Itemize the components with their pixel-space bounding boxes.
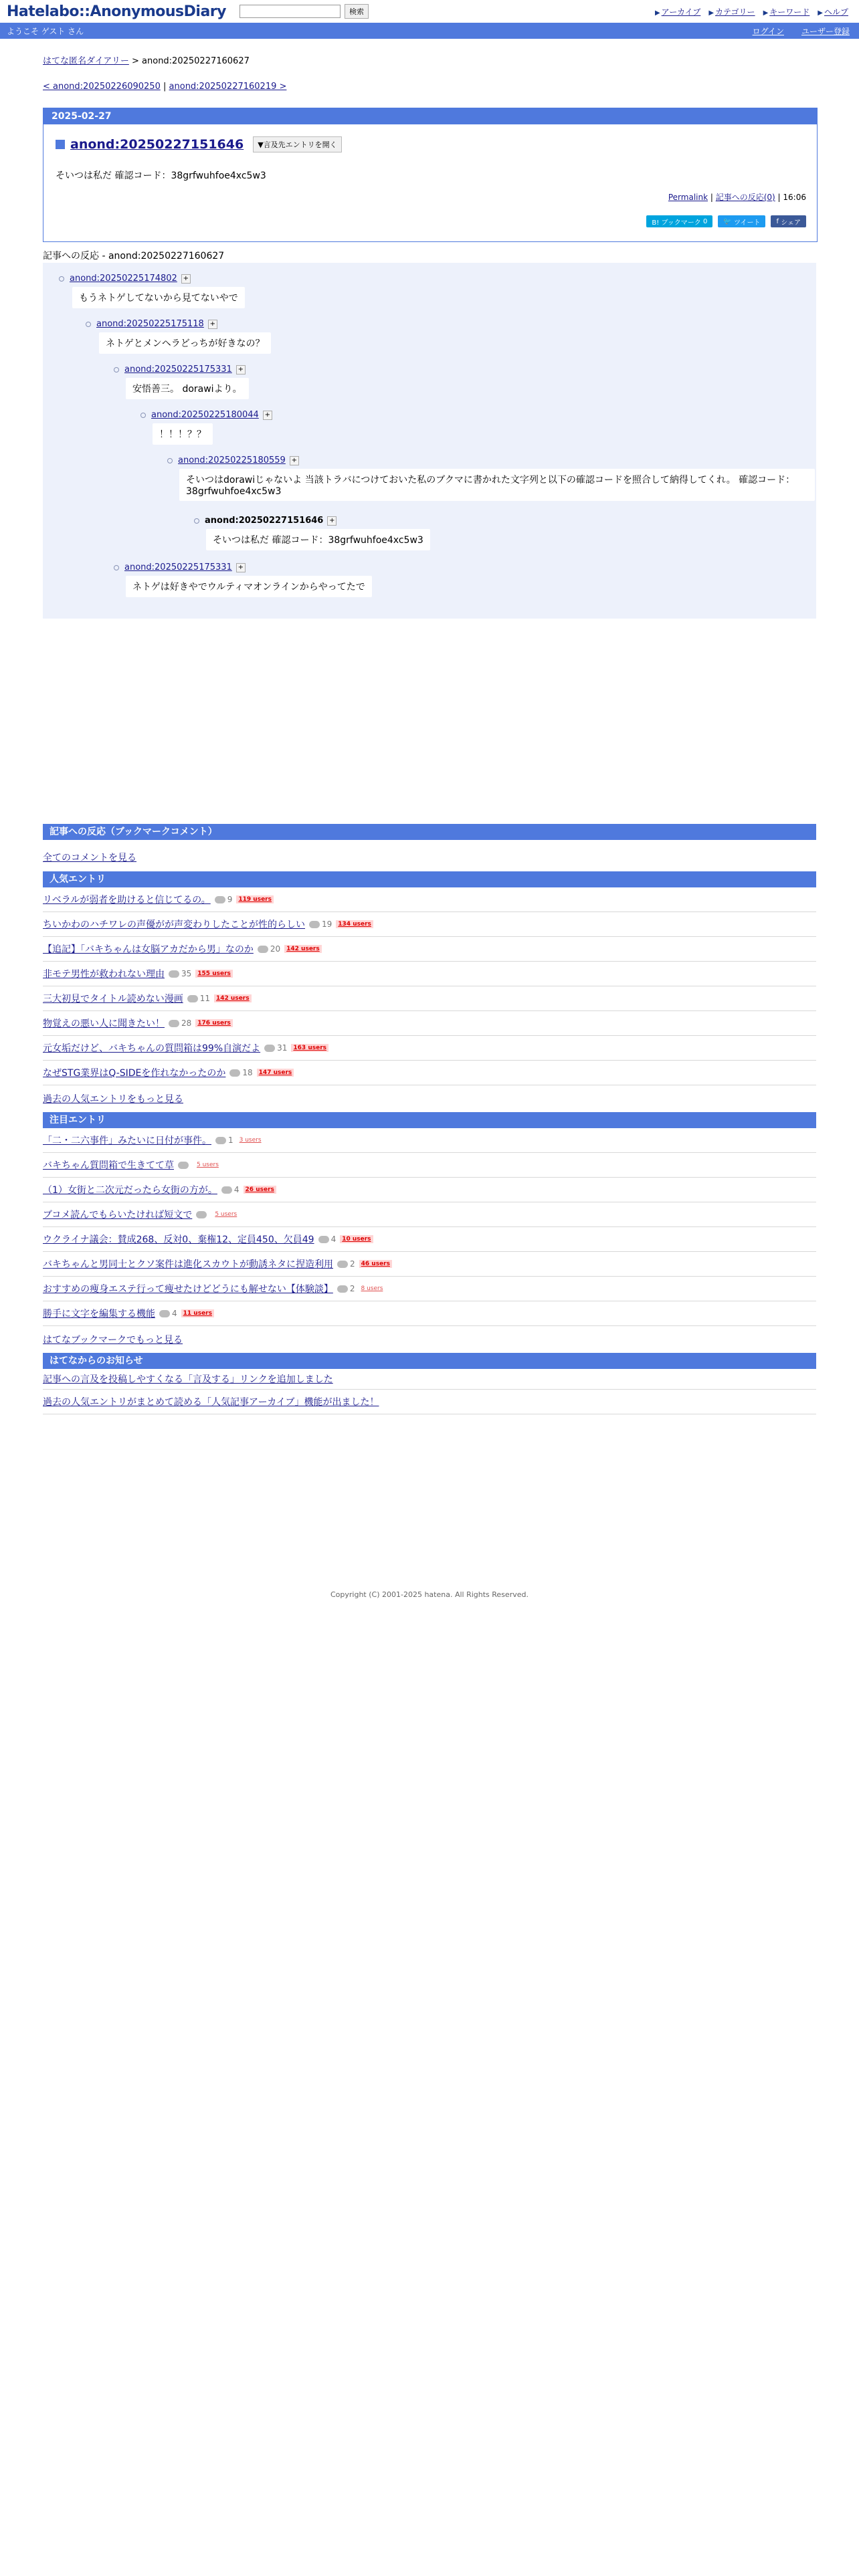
expand-icon[interactable]: + [208,320,217,329]
breadcrumb-sep: > [131,56,139,66]
popular-entry-link[interactable]: 非モテ男性が救われない理由 [43,969,165,980]
comment-count[interactable] [187,994,210,1003]
site-logo[interactable]: Hatelabo::AnonymousDiary [7,3,226,20]
entry-body: そいつは私だ 確認コード：38grfwuhfoe4xc5w3 [56,171,266,181]
triangle-right-icon: ▶ [818,9,823,17]
notable-entry-row [43,1153,816,1178]
triangle-right-icon: ▶ [654,9,660,17]
popular-entry-link[interactable]: 物覚えの悪い人に聞きたい！ [43,1018,165,1029]
notable-section [43,1112,816,1353]
tree-node [140,410,272,420]
tree-node-text: そいつはdorawiじゃないよ 当該トラバにつけておいた私のブクマに書かれた文字列と以下の確認コードを照合して納得してくれ。 確認コード：38grfwuhfoe4xc5w3 [179,469,815,501]
comment-count-value: 18 [242,1068,253,1077]
reactions-link[interactable]: 記事への反応(0) [715,193,775,202]
comment-bubble-icon [309,921,320,928]
tree-node-link[interactable]: anond:20250225175118 [96,319,204,329]
breadcrumb [43,53,816,66]
site-header [0,0,859,23]
tree-node-current-id: anond:20250227151646 [205,516,324,526]
news-item [43,1369,816,1390]
users-badge[interactable]: 142 users [284,945,322,953]
nav-help[interactable] [818,6,848,17]
tweet-button[interactable] [718,215,765,227]
facebook-icon: f [776,217,779,225]
nav-category[interactable] [708,6,755,17]
popular-more-link[interactable]: 過去の人気エントリをもっと見る [43,1094,183,1105]
notable-title: 注目エントリ [43,1112,816,1128]
comment-count[interactable] [215,895,233,904]
tree-node-current [194,516,337,526]
tree-node-link[interactable]: anond:20250225180044 [151,410,259,420]
entry-title-row [56,136,342,152]
tree-node [114,364,246,374]
notable-entry-row [43,1301,816,1326]
tree-node-link[interactable]: anond:20250225175331 [124,364,232,374]
comment-count-value: 4 [330,1235,337,1244]
hatena-bookmark-button[interactable] [646,215,712,227]
facebook-share-button[interactable] [771,215,806,227]
notable-list [43,1128,816,1326]
nav-archive-link[interactable]: アーカイブ [661,7,701,17]
comment-bubble-icon [187,995,198,1002]
comment-bubble-icon [196,1211,207,1218]
entry-time: | 16:06 [777,193,806,202]
footer: Copyright (C) 2001-2025 hatena. All Rights Reserved. [330,1590,529,1599]
notable-entry-link[interactable]: 「二・二六事件」みたいに日付が事件。 [43,1136,211,1146]
notable-entry-row [43,1252,816,1277]
tree-node-text: 安悟善三。 dorawiより。 [126,378,249,399]
popular-title: 人気エントリ [43,871,816,887]
entry-date: 2025-02-27 [43,108,817,124]
comment-bubble-icon [264,1045,275,1052]
users-badge[interactable]: 5 users [197,1162,219,1168]
tree-node-text: そいつは私だ 確認コード：38grfwuhfoe4xc5w3 [206,529,430,550]
search-input[interactable] [240,5,341,18]
reactions-label: 記事への反応 - [43,251,106,261]
tree-node-link[interactable]: anond:20250225174802 [70,274,177,284]
notable-entry-row [43,1202,816,1227]
reactions-id: anond:20250227160627 [108,251,225,261]
comment-bubble-icon [337,1285,348,1293]
tree-node-link[interactable]: anond:20250225180559 [178,455,286,465]
comment-count-value: 11 [199,994,211,1003]
news-title: はてなからのお知らせ [43,1353,816,1369]
nav-keyword-link[interactable]: キーワード [769,7,810,17]
bookmark-comments-section [43,824,816,864]
news-item [43,1390,816,1414]
popular-entry-row [43,937,816,962]
notable-entry-link[interactable]: 勝手に文字を編集する機能 [43,1309,155,1319]
reply-tree [43,263,816,619]
top-nav [655,6,848,17]
tree-node-text: ネトゲとメンヘラどっちが好きなの？ [99,332,271,354]
bullet-icon [86,322,91,327]
notable-entry-row [43,1227,816,1252]
popular-entry-link[interactable]: 【追記】「バキちゃんは女脳アカだから男」なのか [43,944,254,955]
nav-help-link[interactable]: ヘルプ [824,7,848,17]
users-badge[interactable]: 163 users [291,1044,328,1052]
users-badge[interactable]: 147 users [257,1069,294,1077]
comment-count-value: 19 [322,920,332,929]
comment-bubble-icon [169,970,179,978]
popular-entry-link[interactable]: ちいかわのハチワレの声優がが声変わりしたことが性的らしい [43,920,305,930]
popular-entry-link[interactable]: 元女垢だけど、バキちゃんの質問箱は99%自演だよ [43,1043,261,1054]
expand-icon[interactable]: + [290,456,299,465]
expand-icon[interactable]: + [181,274,191,284]
comment-count-value: 28 [181,1018,192,1028]
bullet-icon [140,413,146,418]
users-badge[interactable]: 11 users [181,1309,214,1317]
tree-node-text: ネトゲは好きやでウルティマオンラインからやってたで [126,576,372,597]
register-link[interactable]: ユーザー登録 [801,26,850,36]
entry-box [43,108,818,242]
comment-bubble-icon [318,1236,329,1243]
comment-count[interactable] [229,1068,252,1077]
bullet-icon [59,276,64,282]
notable-entry-row [43,1178,816,1202]
comment-bubble-icon [169,1020,179,1027]
news-section [43,1353,816,1414]
bullet-icon [194,518,199,524]
prevnext-sep: | [163,82,167,92]
comment-count-value: 9 [227,895,233,904]
news-link[interactable]: 過去の人気エントリがまとめて読める「人気記事アーカイブ」機能が出ました！ [43,1397,379,1408]
notable-more-link[interactable]: はてなブックマークでもっと見る [43,1335,183,1346]
comment-count[interactable] [258,944,280,954]
share-row [646,215,806,227]
notable-entry-link[interactable]: ブコメ読んでもらいたければ短文で [43,1210,193,1220]
popular-entry-link[interactable]: 三大初見でタイトル読めない漫画 [43,994,183,1004]
square-icon [56,140,65,149]
notable-entry-link[interactable]: ウクライナ議会：賛成268、反対0、棄権12、定員450、欠員49 [43,1235,314,1245]
tree-node-link[interactable]: anond:20250225175331 [124,562,232,572]
next-entry-link[interactable]: anond:20250227160219 > [169,82,287,92]
news-link[interactable]: 記事への言及を投稿しやすくなる「言及する」リンクを追加しました [43,1374,333,1385]
nav-keyword[interactable] [763,6,810,17]
comment-count[interactable] [337,1259,355,1269]
permalink[interactable]: Permalink [668,193,708,202]
popular-section [43,871,816,1112]
tree-node [86,319,217,329]
breadcrumb-current: anond:20250227160627 [142,56,250,66]
popular-list [43,887,816,1085]
comment-count[interactable] [169,969,191,978]
bullet-icon [114,367,119,372]
comment-count[interactable] [178,1162,191,1169]
fb-label: シェア [781,219,801,227]
comment-count-value: 2 [350,1259,355,1269]
notable-entry-row [43,1277,816,1301]
users-badge[interactable]: 26 users [244,1186,276,1194]
popular-entry-row [43,912,816,937]
tweet-label: ツイート [733,219,761,227]
comment-bubble-icon [178,1162,189,1169]
hatebu-label: B! ブックマーク [652,219,701,227]
tree-node [59,274,191,284]
users-badge[interactable]: 3 users [239,1137,262,1144]
popular-entry-link[interactable]: リベラルが弱者を助けると信じてるの。 [43,895,211,905]
bird-icon: 🐦 [723,217,732,225]
users-badge[interactable]: 134 users [336,920,373,928]
comment-count-value: 35 [181,969,192,978]
search-button[interactable]: 検索 [345,4,369,19]
comment-bubble-icon [215,1137,226,1144]
notable-entry-link[interactable]: バキちゃん質問箱で生きてて草 [43,1160,174,1171]
popular-entry-row [43,962,816,986]
notable-entry-link[interactable]: おすすめの痩身エステ行って痩せたけどどうにも解せない【体験談】 [43,1284,333,1295]
bullet-icon [167,458,173,463]
comment-count[interactable] [159,1309,177,1318]
popular-entry-row [43,986,816,1011]
expand-icon[interactable]: + [236,365,246,374]
comment-count[interactable] [337,1284,355,1293]
entry-meta: Permalink | 記事への反応(0) | 16:06 [668,193,806,202]
nav-archive[interactable] [655,6,700,17]
comment-bubble-icon [337,1261,348,1268]
prev-next-nav [43,82,816,92]
notable-entry-link[interactable]: バキちゃんと男同士とクソ案件は進化スカウトが動誘ネタに捏造利用 [43,1259,333,1270]
users-badge[interactable]: 176 users [195,1019,233,1027]
comment-count[interactable] [169,1018,191,1028]
popular-entry-row [43,1036,816,1061]
notable-entry-link[interactable]: （1）女街と二次元だったら女街の方が。 [43,1185,217,1196]
comment-count-value: 4 [172,1309,177,1318]
comment-count[interactable] [318,1235,337,1244]
comment-count-value: 4 [233,1185,240,1194]
tree-node [167,455,299,465]
triangle-right-icon: ▶ [763,9,769,17]
comment-count[interactable] [221,1185,240,1194]
users-badge[interactable]: 46 users [359,1260,392,1268]
comment-bubble-icon [159,1310,170,1317]
comment-bubble-icon [229,1069,240,1077]
comment-count-value: 2 [349,1284,355,1293]
tree-node [114,562,246,572]
entry-title[interactable]: anond:20250227151646 [70,137,244,152]
bookmark-comments-title: 記事への反応（ブックマークコメント） [43,824,816,840]
bullet-icon [114,565,119,570]
comment-count[interactable] [215,1136,233,1145]
comment-bubble-icon [221,1186,232,1194]
prev-entry-link[interactable]: < anond:20250226090250 [43,82,161,92]
login-link[interactable]: ログイン [752,26,784,36]
all-comments-link[interactable]: 全てのコメントを見る [43,853,136,863]
comment-count[interactable] [309,920,332,929]
users-badge[interactable]: 142 users [214,994,252,1002]
popular-entry-link[interactable]: なぜSTG業界はQ-SIDEを作れなかったのか [43,1068,226,1079]
popular-entry-row [43,887,816,912]
users-badge[interactable]: 10 users [340,1235,373,1243]
breadcrumb-root[interactable]: はてな匿名ダイアリー [43,56,129,66]
comment-bubble-icon [215,896,225,903]
popular-entry-row [43,1061,816,1085]
users-badge[interactable]: 5 users [215,1211,237,1218]
notable-entry-row [43,1128,816,1153]
popular-entry-row [43,1011,816,1036]
tree-node-text: ！！！？？ [153,423,213,445]
comment-count-value: 31 [277,1043,288,1053]
hatebu-count: 0 [702,217,708,225]
expand-icon[interactable]: + [236,563,246,572]
comment-count[interactable] [196,1211,209,1218]
welcome-text: ようこそ ゲスト さん [7,26,84,36]
comment-count-value: 20 [270,944,281,954]
nav-category-link[interactable]: カテゴリー [715,7,755,17]
comment-count[interactable] [264,1043,287,1053]
comment-bubble-icon [258,946,268,953]
expand-icon[interactable]: + [263,411,272,420]
users-badge[interactable]: 155 users [195,970,233,978]
open-mention-button[interactable]: ▼言及先エントリを開く [253,136,341,152]
users-badge[interactable]: 8 users [361,1285,383,1292]
welcome-bar [0,23,859,39]
tree-node-text: もうネトゲしてないから見てないやで [72,287,245,308]
triangle-right-icon: ▶ [708,9,714,17]
expand-icon[interactable]: + [327,516,337,526]
comment-count-value: 1 [228,1136,233,1145]
users-badge[interactable]: 119 users [236,895,274,903]
